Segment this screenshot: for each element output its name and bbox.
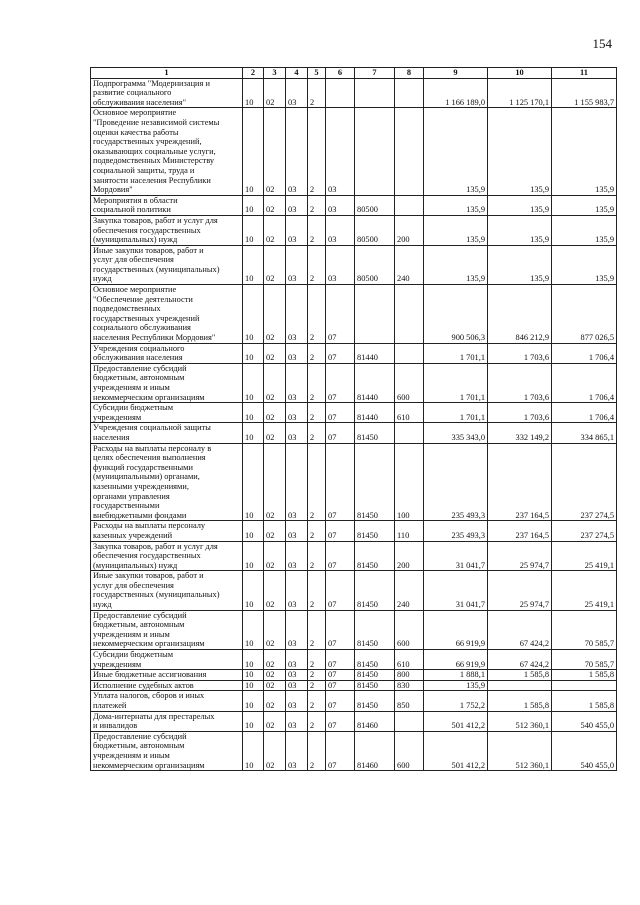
amount-col-10: 135,9 — [488, 195, 552, 215]
table-header-row — [91, 68, 617, 79]
row-name: Закупка товаров, работ и услуг для обеспечения государственных (муниципальных) нужд — [91, 541, 243, 571]
code-col-7: 81440 — [355, 343, 395, 363]
code-col-8: 830 — [395, 680, 424, 691]
code-col-6: 07 — [326, 691, 355, 711]
code-col-8: 600 — [395, 610, 424, 649]
row-name: Исполнение судебных актов — [91, 680, 243, 691]
code-col-5: 2 — [308, 521, 326, 541]
row-name: Субсидии бюджетным учреждениям — [91, 650, 243, 670]
code-col-2: 10 — [243, 285, 264, 344]
code-col-4: 03 — [286, 443, 308, 521]
amount-col-9: 66 919,9 — [424, 610, 488, 649]
code-col-3: 02 — [264, 443, 286, 521]
row-name: Расходы на выплаты персоналу казенных учреждений — [91, 521, 243, 541]
code-col-5: 2 — [308, 363, 326, 402]
code-col-8 — [395, 285, 424, 344]
code-col-7: 81450 — [355, 610, 395, 649]
row-name: Мероприятия в области социальной политики — [91, 195, 243, 215]
row-name: Основное мероприятие "Обеспечение деятельности подведомственных государственных учреждений социального обслуживания населения Республики Мордовия" — [91, 285, 243, 344]
code-col-6: 07 — [326, 403, 355, 423]
table-row — [91, 363, 617, 402]
code-col-5: 2 — [308, 691, 326, 711]
code-col-8: 800 — [395, 670, 424, 681]
code-col-6: 07 — [326, 285, 355, 344]
code-col-5: 2 — [308, 195, 326, 215]
code-col-7: 81450 — [355, 443, 395, 521]
table-row — [91, 711, 617, 731]
code-col-5: 2 — [308, 711, 326, 731]
code-col-6: 07 — [326, 650, 355, 670]
code-col-3: 02 — [264, 403, 286, 423]
amount-col-9: 1 166 189,0 — [424, 78, 488, 108]
amount-col-10: 1 703,6 — [488, 343, 552, 363]
code-col-2: 10 — [243, 610, 264, 649]
amount-col-11: 1 585,8 — [552, 691, 617, 711]
amount-col-11: 1 706,4 — [552, 343, 617, 363]
row-name: Иные закупки товаров, работ и услуг для обеспечения государственных (муниципальных) нужд — [91, 571, 243, 610]
amount-col-9: 31 041,7 — [424, 541, 488, 571]
amount-col-11: 1 706,4 — [552, 363, 617, 402]
code-col-3: 02 — [264, 731, 286, 770]
column-header-1: 1 — [91, 68, 243, 79]
amount-col-10: 512 360,1 — [488, 711, 552, 731]
code-col-7: 80500 — [355, 245, 395, 284]
table-row — [91, 285, 617, 344]
code-col-4: 03 — [286, 215, 308, 245]
row-name: Уплата налогов, сборов и иных платежей — [91, 691, 243, 711]
amount-col-10: 1 703,6 — [488, 403, 552, 423]
amount-col-9: 1 701,1 — [424, 403, 488, 423]
column-header-2: 2 — [243, 68, 264, 79]
code-col-3: 02 — [264, 363, 286, 402]
code-col-8 — [395, 711, 424, 731]
code-col-2: 10 — [243, 731, 264, 770]
amount-col-10: 25 974,7 — [488, 541, 552, 571]
code-col-3: 02 — [264, 215, 286, 245]
code-col-2: 10 — [243, 195, 264, 215]
code-col-3: 02 — [264, 195, 286, 215]
amount-col-11: 70 585,7 — [552, 650, 617, 670]
column-header-9: 9 — [424, 68, 488, 79]
amount-col-9: 900 506,3 — [424, 285, 488, 344]
code-col-3: 02 — [264, 285, 286, 344]
column-header-7: 7 — [355, 68, 395, 79]
table-row — [91, 610, 617, 649]
table-row — [91, 541, 617, 571]
table-row — [91, 521, 617, 541]
code-col-6: 07 — [326, 711, 355, 731]
code-col-3: 02 — [264, 691, 286, 711]
code-col-3: 02 — [264, 245, 286, 284]
amount-col-9: 135,9 — [424, 195, 488, 215]
code-col-4: 03 — [286, 610, 308, 649]
code-col-2: 10 — [243, 443, 264, 521]
code-col-3: 02 — [264, 650, 286, 670]
table-row — [91, 108, 617, 195]
code-col-6: 07 — [326, 363, 355, 402]
code-col-2: 10 — [243, 521, 264, 541]
code-col-5: 2 — [308, 670, 326, 681]
code-col-2: 10 — [243, 670, 264, 681]
code-col-8: 600 — [395, 363, 424, 402]
code-col-6: 07 — [326, 521, 355, 541]
amount-col-11 — [552, 680, 617, 691]
code-col-3: 02 — [264, 670, 286, 681]
code-col-6: 03 — [326, 215, 355, 245]
amount-col-9: 501 412,2 — [424, 711, 488, 731]
code-col-4: 03 — [286, 108, 308, 195]
amount-col-10: 135,9 — [488, 108, 552, 195]
code-col-7: 81450 — [355, 541, 395, 571]
row-name: Иные закупки товаров, работ и услуг для обеспечения государственных (муниципальных) нужд — [91, 245, 243, 284]
amount-col-11: 540 455,0 — [552, 711, 617, 731]
column-header-5: 5 — [308, 68, 326, 79]
code-col-5: 2 — [308, 423, 326, 443]
amount-col-9: 1 888,1 — [424, 670, 488, 681]
code-col-2: 10 — [243, 423, 264, 443]
amount-col-11: 334 865,1 — [552, 423, 617, 443]
amount-col-10: 135,9 — [488, 215, 552, 245]
amount-col-11: 135,9 — [552, 245, 617, 284]
amount-col-10: 67 424,2 — [488, 650, 552, 670]
code-col-4: 03 — [286, 650, 308, 670]
column-header-3: 3 — [264, 68, 286, 79]
code-col-3: 02 — [264, 711, 286, 731]
code-col-7: 81450 — [355, 571, 395, 610]
row-name: Предоставление субсидий бюджетным, автономным учреждениям и иным некоммерческим организациям — [91, 610, 243, 649]
code-col-8: 240 — [395, 245, 424, 284]
code-col-4: 03 — [286, 403, 308, 423]
amount-col-11: 1 706,4 — [552, 403, 617, 423]
row-name: Иные бюджетные ассигнования — [91, 670, 243, 681]
code-col-7: 81450 — [355, 670, 395, 681]
amount-col-11: 135,9 — [552, 108, 617, 195]
amount-col-11: 237 274,5 — [552, 521, 617, 541]
row-name: Предоставление субсидий бюджетным, автономным учреждениям и иным некоммерческим организациям — [91, 731, 243, 770]
table-row — [91, 403, 617, 423]
code-col-8: 100 — [395, 443, 424, 521]
code-col-4: 03 — [286, 711, 308, 731]
code-col-5: 2 — [308, 650, 326, 670]
table-row — [91, 343, 617, 363]
amount-col-11: 25 419,1 — [552, 571, 617, 610]
row-name: Основное мероприятие "Проведение независимой системы оценки качества работы государственных учреждений, оказывающих социальные услуги, подведомственных Министерству социальной защиты, труда и занятости населения Республики Мордовия" — [91, 108, 243, 195]
code-col-4: 03 — [286, 423, 308, 443]
amount-col-11: 540 455,0 — [552, 731, 617, 770]
table-row — [91, 680, 617, 691]
code-col-7: 81460 — [355, 711, 395, 731]
code-col-7 — [355, 78, 395, 108]
code-col-2: 10 — [243, 343, 264, 363]
amount-col-9: 1 752,2 — [424, 691, 488, 711]
code-col-5: 2 — [308, 610, 326, 649]
code-col-5: 2 — [308, 443, 326, 521]
code-col-5: 2 — [308, 680, 326, 691]
code-col-6: 07 — [326, 541, 355, 571]
code-col-7: 81440 — [355, 363, 395, 402]
code-col-6: 03 — [326, 245, 355, 284]
code-col-2: 10 — [243, 215, 264, 245]
table-row — [91, 423, 617, 443]
amount-col-9: 135,9 — [424, 245, 488, 284]
code-col-2: 10 — [243, 711, 264, 731]
code-col-5: 2 — [308, 403, 326, 423]
code-col-6 — [326, 78, 355, 108]
row-name: Предоставление субсидий бюджетным, автономным учреждениям и иным некоммерческим организациям — [91, 363, 243, 402]
code-col-7: 81450 — [355, 521, 395, 541]
code-col-8: 110 — [395, 521, 424, 541]
amount-col-10: 1 703,6 — [488, 363, 552, 402]
code-col-3: 02 — [264, 521, 286, 541]
amount-col-10: 237 164,5 — [488, 443, 552, 521]
amount-col-11: 135,9 — [552, 195, 617, 215]
amount-col-10: 25 974,7 — [488, 571, 552, 610]
amount-col-10 — [488, 680, 552, 691]
amount-col-9: 1 701,1 — [424, 363, 488, 402]
budget-table — [90, 67, 617, 771]
code-col-3: 02 — [264, 541, 286, 571]
table-row — [91, 731, 617, 770]
code-col-7: 80500 — [355, 195, 395, 215]
amount-col-11: 877 026,5 — [552, 285, 617, 344]
code-col-8: 850 — [395, 691, 424, 711]
code-col-8 — [395, 78, 424, 108]
column-header-4: 4 — [286, 68, 308, 79]
code-col-7: 81440 — [355, 403, 395, 423]
code-col-6: 07 — [326, 343, 355, 363]
column-header-8: 8 — [395, 68, 424, 79]
code-col-4: 03 — [286, 571, 308, 610]
table-row — [91, 78, 617, 108]
code-col-8 — [395, 423, 424, 443]
code-col-5: 2 — [308, 731, 326, 770]
amount-col-11: 70 585,7 — [552, 610, 617, 649]
amount-col-9: 135,9 — [424, 108, 488, 195]
code-col-7: 81450 — [355, 680, 395, 691]
amount-col-10: 1 125 170,1 — [488, 78, 552, 108]
code-col-5: 2 — [308, 541, 326, 571]
code-col-8: 200 — [395, 215, 424, 245]
amount-col-11: 1 585,8 — [552, 670, 617, 681]
page-number: 154 — [592, 36, 612, 51]
code-col-6: 07 — [326, 443, 355, 521]
code-col-6: 03 — [326, 108, 355, 195]
amount-col-9: 501 412,2 — [424, 731, 488, 770]
code-col-3: 02 — [264, 423, 286, 443]
code-col-8 — [395, 108, 424, 195]
code-col-4: 03 — [286, 541, 308, 571]
code-col-2: 10 — [243, 571, 264, 610]
table-row — [91, 215, 617, 245]
column-header-10: 10 — [488, 68, 552, 79]
code-col-6: 07 — [326, 680, 355, 691]
table-row — [91, 443, 617, 521]
code-col-7 — [355, 108, 395, 195]
code-col-7: 80500 — [355, 215, 395, 245]
amount-col-11: 237 274,5 — [552, 443, 617, 521]
code-col-5: 2 — [308, 245, 326, 284]
code-col-3: 02 — [264, 610, 286, 649]
code-col-3: 02 — [264, 343, 286, 363]
amount-col-10: 1 585,8 — [488, 691, 552, 711]
code-col-6: 07 — [326, 731, 355, 770]
code-col-8: 600 — [395, 731, 424, 770]
code-col-7 — [355, 285, 395, 344]
code-col-2: 10 — [243, 650, 264, 670]
code-col-5: 2 — [308, 78, 326, 108]
code-col-6: 07 — [326, 670, 355, 681]
code-col-4: 03 — [286, 285, 308, 344]
amount-col-10: 846 212,9 — [488, 285, 552, 344]
code-col-4: 03 — [286, 363, 308, 402]
row-name: Закупка товаров, работ и услуг для обеспечения государственных (муниципальных) нужд — [91, 215, 243, 245]
code-col-8 — [395, 343, 424, 363]
code-col-8: 240 — [395, 571, 424, 610]
table-row — [91, 245, 617, 284]
column-header-11: 11 — [552, 68, 617, 79]
amount-col-10: 512 360,1 — [488, 731, 552, 770]
amount-col-9: 66 919,9 — [424, 650, 488, 670]
code-col-5: 2 — [308, 285, 326, 344]
amount-col-10: 67 424,2 — [488, 610, 552, 649]
amount-col-10: 1 585,8 — [488, 670, 552, 681]
row-name: Субсидии бюджетным учреждениям — [91, 403, 243, 423]
code-col-4: 03 — [286, 691, 308, 711]
code-col-6: 03 — [326, 195, 355, 215]
code-col-7: 81450 — [355, 650, 395, 670]
table-row — [91, 195, 617, 215]
amount-col-9: 31 041,7 — [424, 571, 488, 610]
code-col-8 — [395, 195, 424, 215]
code-col-6: 07 — [326, 423, 355, 443]
amount-col-10: 237 164,5 — [488, 521, 552, 541]
amount-col-9: 235 493,3 — [424, 521, 488, 541]
amount-col-11: 25 419,1 — [552, 541, 617, 571]
code-col-5: 2 — [308, 343, 326, 363]
amount-col-10: 332 149,2 — [488, 423, 552, 443]
amount-col-9: 1 701,1 — [424, 343, 488, 363]
row-name: Подпрограмма "Модернизация и развитие социального обслуживания населения" — [91, 78, 243, 108]
code-col-4: 03 — [286, 343, 308, 363]
code-col-2: 10 — [243, 403, 264, 423]
amount-col-9: 135,9 — [424, 680, 488, 691]
code-col-3: 02 — [264, 680, 286, 691]
code-col-2: 10 — [243, 108, 264, 195]
code-col-4: 03 — [286, 670, 308, 681]
code-col-8: 200 — [395, 541, 424, 571]
code-col-7: 81450 — [355, 691, 395, 711]
table-row — [91, 571, 617, 610]
table-row — [91, 650, 617, 670]
code-col-2: 10 — [243, 363, 264, 402]
amount-col-11: 135,9 — [552, 215, 617, 245]
code-col-2: 10 — [243, 541, 264, 571]
code-col-2: 10 — [243, 680, 264, 691]
code-col-4: 03 — [286, 195, 308, 215]
column-header-6: 6 — [326, 68, 355, 79]
code-col-5: 2 — [308, 571, 326, 610]
row-name: Учреждения социальной защиты населения — [91, 423, 243, 443]
code-col-7: 81450 — [355, 423, 395, 443]
table-body — [91, 78, 617, 771]
amount-col-10: 135,9 — [488, 245, 552, 284]
code-col-5: 2 — [308, 215, 326, 245]
amount-col-9: 135,9 — [424, 215, 488, 245]
code-col-8: 610 — [395, 403, 424, 423]
code-col-4: 03 — [286, 521, 308, 541]
code-col-4: 03 — [286, 680, 308, 691]
code-col-4: 03 — [286, 731, 308, 770]
code-col-5: 2 — [308, 108, 326, 195]
code-col-6: 07 — [326, 610, 355, 649]
code-col-2: 10 — [243, 78, 264, 108]
table-row — [91, 691, 617, 711]
code-col-2: 10 — [243, 691, 264, 711]
code-col-4: 03 — [286, 78, 308, 108]
row-name: Дома-интернаты для престарелых и инвалидов — [91, 711, 243, 731]
table-row — [91, 670, 617, 681]
code-col-8: 610 — [395, 650, 424, 670]
code-col-4: 03 — [286, 245, 308, 284]
amount-col-9: 335 343,0 — [424, 423, 488, 443]
code-col-3: 02 — [264, 571, 286, 610]
code-col-7: 81460 — [355, 731, 395, 770]
code-col-2: 10 — [243, 245, 264, 284]
code-col-3: 02 — [264, 108, 286, 195]
row-name: Расходы на выплаты персоналу в целях обеспечения выполнения функций государственными (муниципальными) органами, казенными учреждениями, органами управления государственными внебюджетными фондами — [91, 443, 243, 521]
code-col-3: 02 — [264, 78, 286, 108]
code-col-6: 07 — [326, 571, 355, 610]
row-name: Учреждения социального обслуживания населения — [91, 343, 243, 363]
amount-col-9: 235 493,3 — [424, 443, 488, 521]
amount-col-11: 1 155 983,7 — [552, 78, 617, 108]
